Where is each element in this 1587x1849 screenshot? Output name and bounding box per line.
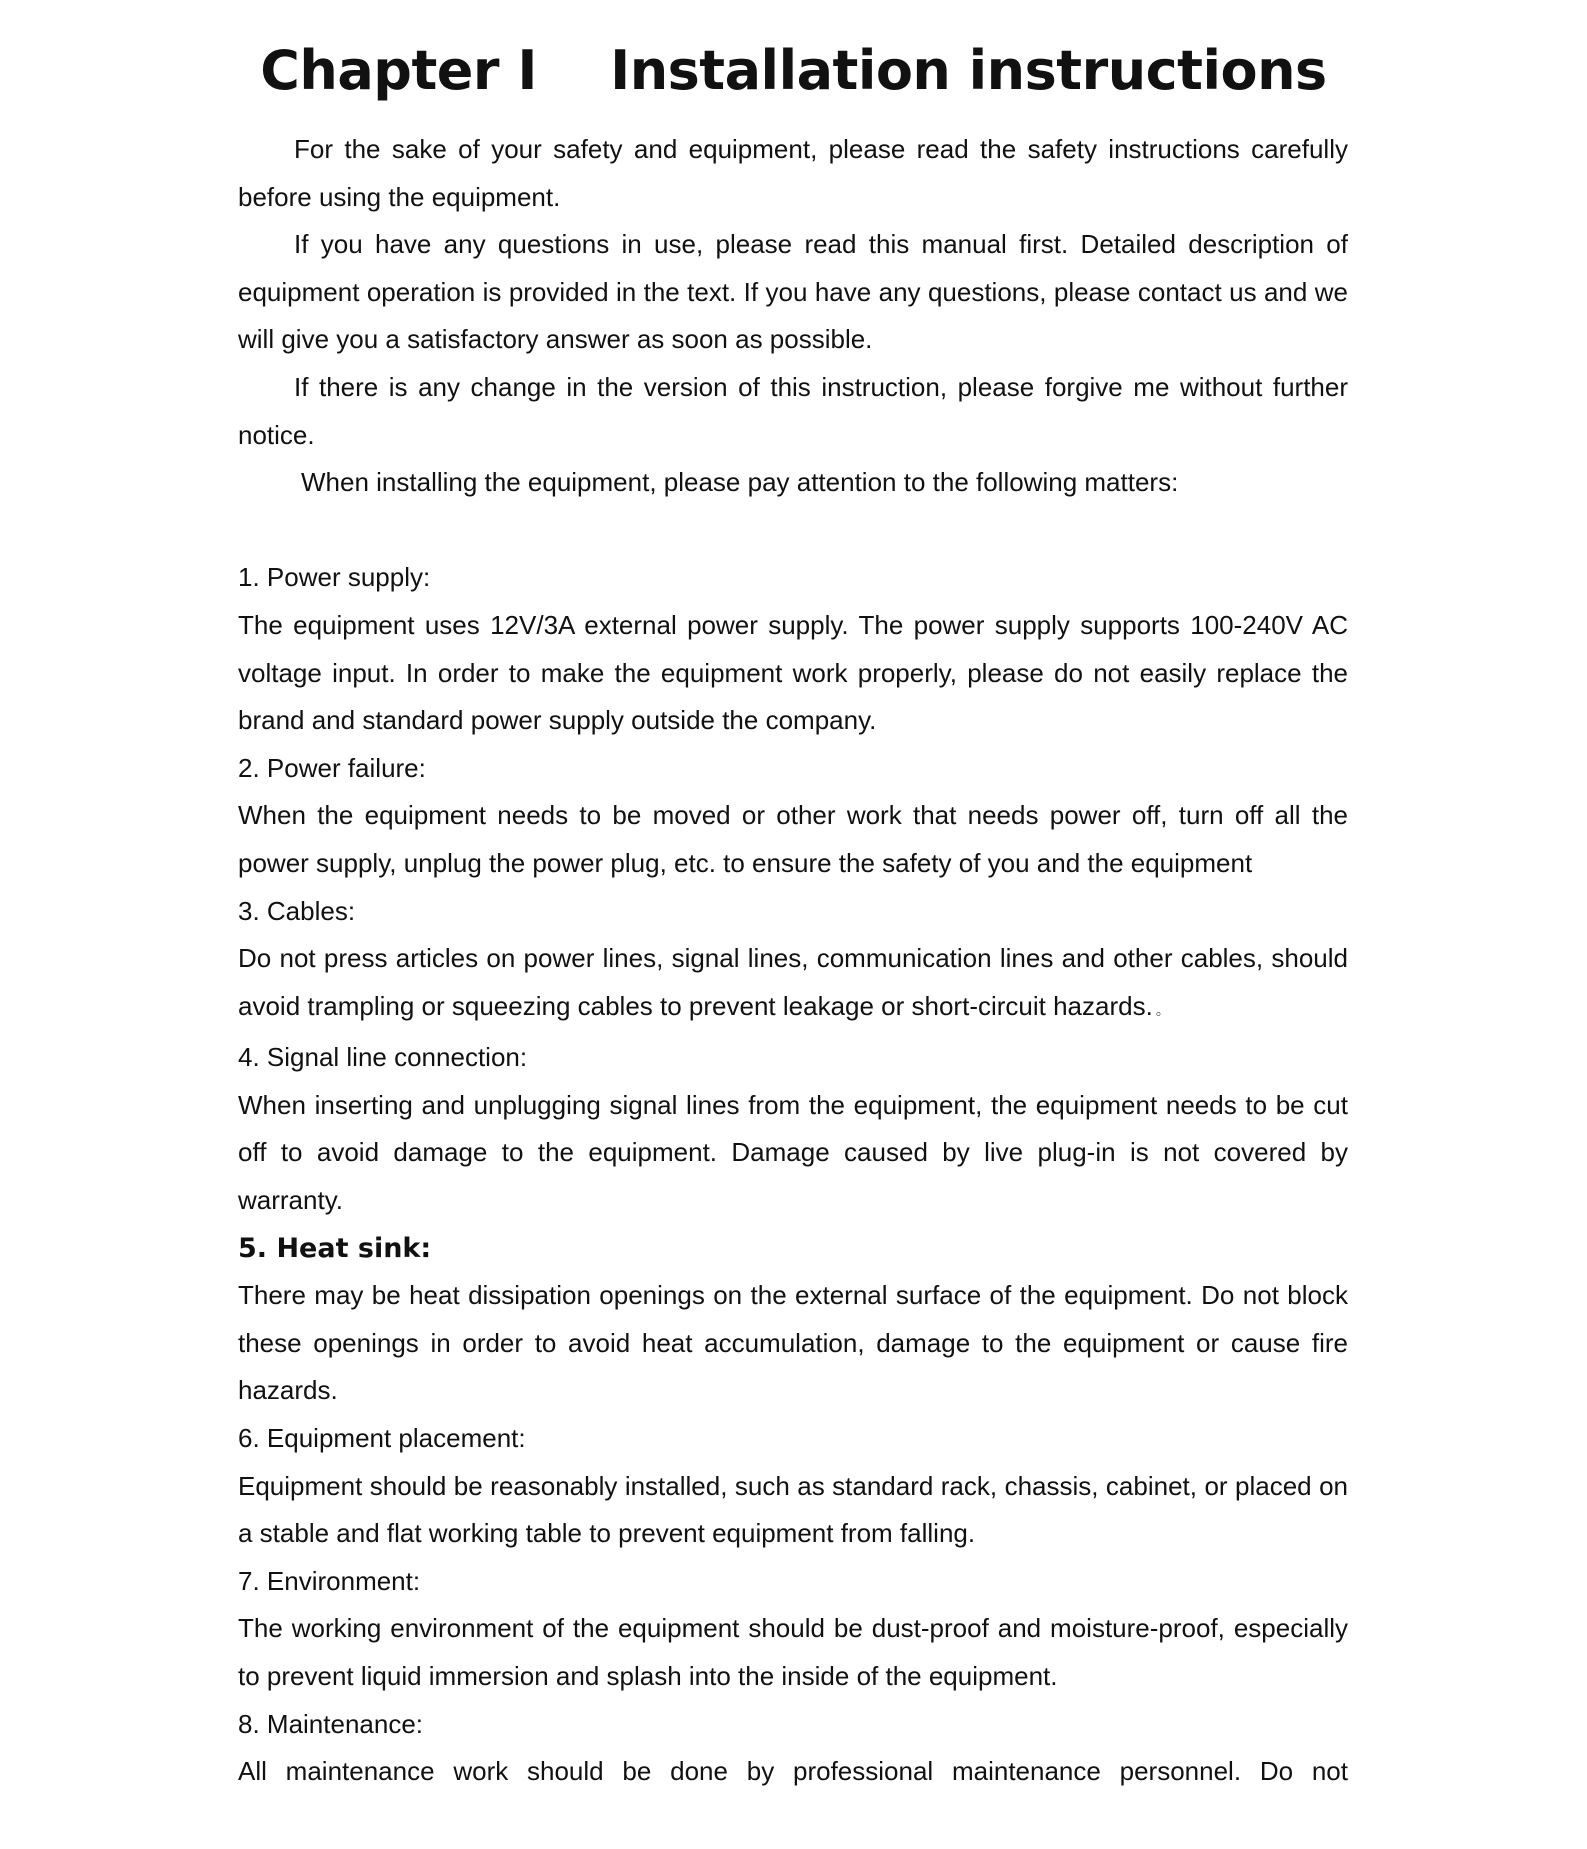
item-text: The equipment uses 12V/3A external power supply. The power supply supports 100-240V AC voltage input. In order to make the equipment work properly, please do not easily replace the brand and standard power supply outside the company. [238,609,1348,736]
item-text: All maintenance work should be done by professional maintenance personnel. Do not [238,1756,1348,1787]
item-maintenance [238,1701,1348,1796]
item-heading: 7. Environment: [238,1565,421,1596]
item-heading: 8. Maintenance: [238,1708,424,1739]
item-heat-sink [238,1225,1348,1415]
item-heading: 1. Power supply: [238,562,431,593]
item-heading: 4. Signal line connection: [238,1042,528,1073]
item-text: Equipment should be reasonably installed, such as standard rack, chassis, cabinet, or placed on a stable and flat working table to prevent equipment from falling. [238,1470,1348,1549]
trailing-mark: 。 [1155,1001,1170,1018]
blank-line [238,507,1348,555]
item-heading: 6. Equipment placement: [238,1423,526,1454]
item-cables [238,888,1348,1035]
chapter-title: Chapter I Installation instructions [260,39,1327,103]
item-heading: 3. Cables: [238,895,356,926]
item-power-supply [238,554,1348,744]
item-text: There may be heat dissipation openings on the external surface of the equipment. Do not block these openings in order to avoid heat accumulation, damage to the equipment or cause fire hazards. [238,1280,1348,1406]
item-heading: 5. Heat sink: [238,1232,432,1264]
item-power-failure [238,745,1348,888]
item-equipment-placement [238,1415,1348,1558]
intro-paragraph-version: If there is any change in the version of this instruction, please forgive me without further notice. [238,371,1348,450]
item-text: The working environment of the equipment should be dust-proof and moisture-proof, especially to prevent liquid immersion and splash into the inside of the equipment. [238,1613,1348,1691]
intro-paragraph-questions: If you have any questions in use, please read this manual first. Detailed description of equipment operation is provided in the text. If you have any questions, please contact us and we will give you a satisfactory answer as soon as possible. [238,229,1348,355]
item-text: When the equipment needs to be moved or other work that needs power off, turn off all the power supply, unplug the power plug, etc. to ensure the safety of you and the equipment [238,800,1348,878]
item-signal-line-connection [238,1034,1348,1224]
intro-paragraph-safety: For the sake of your safety and equipment, please read the safety instructions carefully before using the equipment. [238,134,1348,212]
item-heading: 2. Power failure: [238,752,426,783]
intro-paragraph-installing: When installing the equipment, please pay attention to the following matters: [301,467,1179,498]
item-environment [238,1558,1348,1701]
item-text-wrapper [238,935,1348,1034]
item-text: When inserting and unplugging signal lines from the equipment, the equipment needs to be cut off to avoid damage to the equipment. Damage caused by live plug-in is not covered by warranty. [238,1089,1348,1216]
document-body [238,126,1348,1796]
item-text: Do not press articles on power lines, signal lines, communication lines and other cables, should avoid trampling or squeezing cables to prevent leakage or short-circuit hazards. [238,943,1348,1021]
